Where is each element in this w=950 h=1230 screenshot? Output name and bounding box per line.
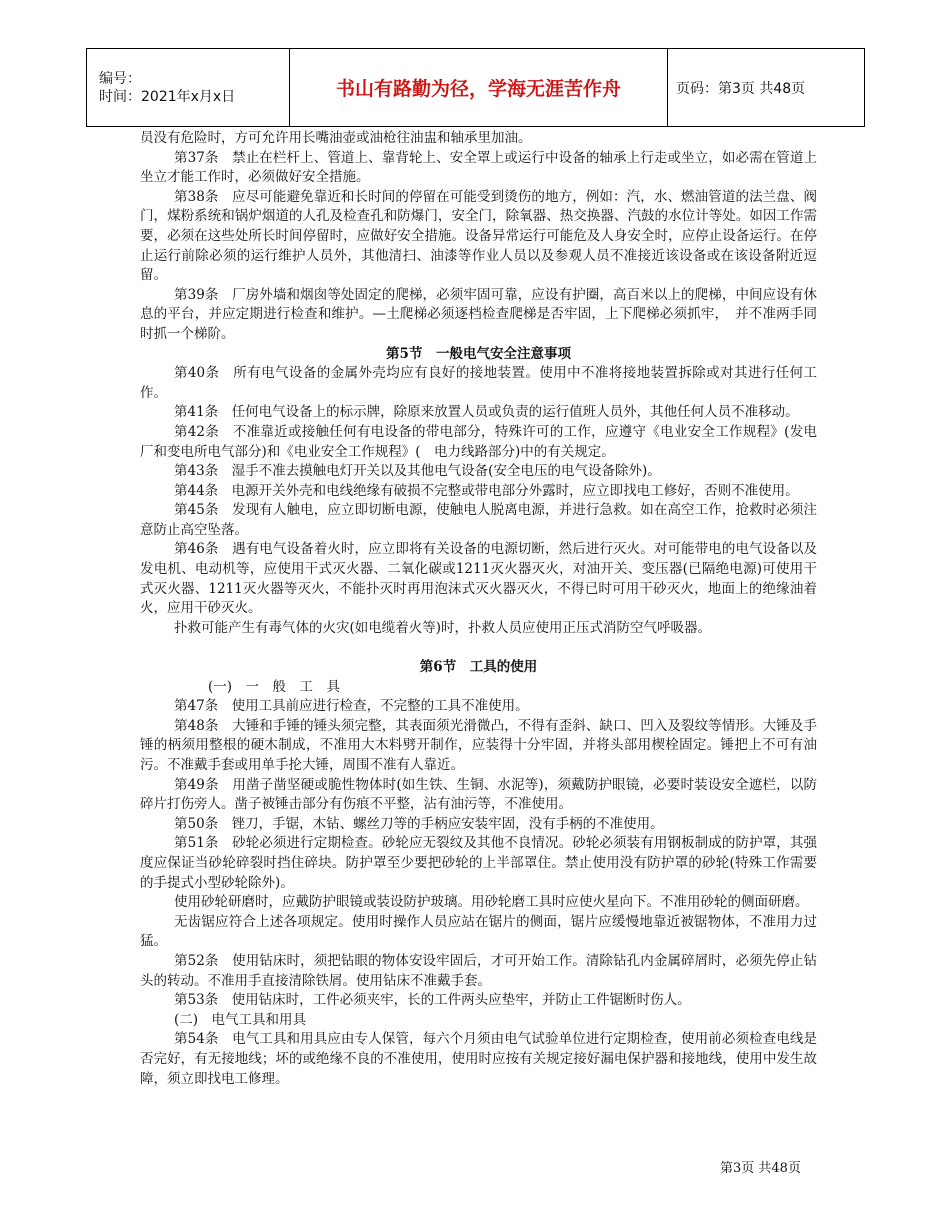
- section-heading: 第5节 一般电气安全注意事项: [386, 345, 571, 362]
- paragraph: (一) 一 般 工 具: [208, 678, 341, 695]
- header-page-label: 页码：第3页 共48页: [668, 49, 865, 127]
- paragraph: 第45条 发现有人触电，应立即切断电源，使触电人脱离电源，并进行急救。如在高空工作，抢救时必须注意防止高空坠落。: [140, 502, 817, 538]
- paragraph: 第39条 厂房外墙和烟囱等处固定的爬梯，必须牢固可靠，应设有护圈，高百米以上的爬梯，中间应设有休息的平台，并应定期进行检查和维护。—土爬梯必须逐档检查爬梯是否牢固，上下爬梯必须抓牢， 并不准两手同时抓一个梯阶。: [140, 286, 817, 342]
- paragraph: 使用砂轮研磨时，应戴防护眼镜或装设防护玻璃。用砂轮磨工具时应使火星向下。不准用砂轮的侧面研磨。: [174, 894, 809, 911]
- paragraph: 员没有危险时，方可允许用长嘴油壶或油枪往油盅和轴承里加油。: [140, 130, 532, 146]
- header-motto: 书山有路勤为径，学海无涯苦作舟: [290, 49, 668, 127]
- paragraph: 扑救可能产生有毒气体的火灾(如电缆着火等)时，扑救人员应使用正压式消防空气呼吸器。: [174, 619, 712, 636]
- paragraph: 无齿锯应符合上述各项规定。使用时操作人员应站在锯片的侧面，锯片应缓慢地靠近被锯物体，不准用力过猛。: [140, 913, 817, 950]
- paragraph: 第43条 湿手不准去摸触电灯开关以及其他电气设备(安全电压的电气设备除外)。: [174, 463, 661, 480]
- paragraph: 第41条 任何电气设备上的标示牌，除原来放置人员或负责的运行值班人员外，其他任何人员不准移动。: [174, 404, 799, 421]
- page-footer: 第3页 共48页: [720, 1161, 801, 1176]
- document-body: [140, 129, 817, 1089]
- header-number-label: 编号：: [99, 70, 141, 87]
- paragraph: 第52条 使用钻床时，须把钻眼的物体安设牢固后，才可开始工作。清除钻孔内金属碎屑时，必须先停止钻头的转动。不准用手直接清除铁屑。使用钻床不准戴手套。: [140, 952, 817, 989]
- paragraph: 第46条 遇有电气设备着火时，应立即将有关设备的电源切断，然后进行灭火。对可能带电的电气设备以及发电机、电动机等，应使用干式灭火器、二氧化碳或1211灭火器灭火，对油开关、变压器(已隔绝电源)可使用干式灭火器、1211灭火器等灭火，不能扑灭时再用泡沫式灭火器灭火，不得已时可用干砂灭火，地面上的绝缘油着火，应用干砂灭火。: [140, 541, 817, 617]
- paragraph: 第47条 使用工具前应进行检查，不完整的工具不准使用。: [174, 698, 529, 715]
- paragraph: 第37条 禁止在栏杆上、管道上、靠背轮上、安全罩上或运行中设备的轴承上行走或坐立，如必需在管道上坐立才能工作时，必须做好安全措施。: [140, 149, 817, 186]
- paragraph: 第40条 所有电气设备的金属外壳均应有良好的接地装置。使用中不准将接地装置拆除或对其进行任何工作。: [140, 365, 817, 401]
- paragraph: 第38条 应尽可能避免靠近和长时间的停留在可能受到烫伤的地方，例如：汽，水、燃油管道的法兰盘、阀门，煤粉系统和锅炉烟道的人孔及检查孔和防爆门，安全门，除氧器、热交换器、汽鼓的水位计等处。如因工作需要，必须在这些处所长时间停留时，应做好安全措施。设备异常运行可能危及人身安全时，应停止设备运行。在停止运行前除必须的运行维护人员外，其他清扫、油漆等作业人员以及参观人员不准接近该设备或在该设备附近逗留。: [140, 188, 817, 284]
- paragraph: 第51条 砂轮必须进行定期检查。砂轮应无裂纹及其他不良情况。砂轮必须装有用钢板制成的防护罩，其强度应保证当砂轮碎裂时挡住碎块。防护罩至少要把砂轮的上半部罩住。禁止使用没有防护罩的砂轮(特殊工作需要的手提式小型砂轮除外)。: [140, 835, 817, 891]
- paragraph: 第49条 用凿子凿坚硬或脆性物体时(如生铁、生铜、水泥等)，须戴防护眼镜，必要时装设安全遮栏，以防碎片打伤旁人。凿子被锤击部分有伤痕不平整，沾有油污等，不准使用。: [140, 776, 817, 813]
- paragraph: 第50条 锉刀，手锯，木钻、螺丝刀等的手柄应安装牢固，没有手柄的不准使用。: [174, 815, 664, 832]
- paragraph: 第54条 电气工具和用具应由专人保管，每六个月须由电气试验单位进行定期检查，使用前必须检查电线是否完好，有无接地线；坏的或绝缘不良的不准使用，使用时应按有关规定接好漏电保护器和接地线，使用中发生故障，须立即找电工修理。: [140, 1031, 817, 1087]
- paragraph: 第44条 电源开关外壳和电线绝缘有破损不完整或带电部分外露时，应立即找电工修好，否则不准使用。: [174, 482, 799, 499]
- header-table: [86, 48, 865, 127]
- section-heading: 第6节 工具的使用: [419, 659, 538, 676]
- paragraph: 第48条 大锤和手锤的锤头须完整，其表面须光滑微凸，不得有歪斜、缺口、凹入及裂纹等情形。大锤及手锤的柄须用整根的硬木制成，不准用大木料劈开制作，应装得十分牢固，并将头部用楔栓固定。锤把上不可有油污。不准戴手套或用单手抡大锤，周围不准有人靠近。: [140, 717, 817, 773]
- paragraph: 第53条 使用钻床时，工件必须夹牢，长的工件两头应垫牢，并防止工件锯断时伤人。: [174, 992, 691, 1009]
- paragraph: 第42条 不准靠近或接触任何有电设备的带电部分，特殊许可的工作，应遵守《电业安全工作规程》(发电厂和变电所电气部分)和《电业安全工作规程》( 电力线路部分)中的有关规定。: [140, 423, 817, 460]
- header-meta-cell: [87, 49, 290, 127]
- header-time-label: 时间：2021年x月x日: [99, 88, 236, 105]
- paragraph: (二) 电气工具和用具: [174, 1011, 307, 1028]
